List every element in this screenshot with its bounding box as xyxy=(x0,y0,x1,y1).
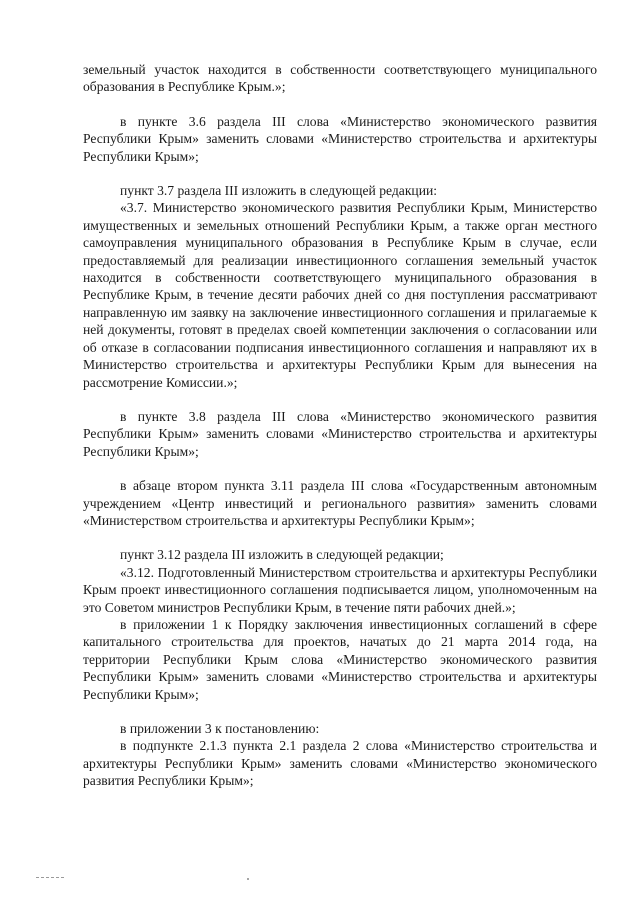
paragraph-continuation: земельный участок находится в собственности соответствующего муниципального образования в Республике Крым.»; xyxy=(83,62,597,95)
paragraph-item-3-11: в абзаце втором пункта 3.11 раздела III слова «Государственным автономным учреждением «Центр инвестиций и регионального развития» заменить словами «Министерством строительства и архитектуры Республики Крым»; xyxy=(83,478,597,528)
paragraph-item-3-7-text: «3.7. Министерство экономического развития Республики Крым, Министерство имущественных и земельных отношений Республики Крым, а также орган местного самоуправления муниципального образования в Республике Крым в случае, если предоставляемый для реализации инвестиционного соглашения земельный участок находится в собственности соответствующего муниципального образования в Республике Крым, в течение десяти рабочих дней со дня поступления рассматривают направленную им заявку на заключение инвестиционного соглашения и прилагаемые к ней документы, готовят в пределах своей компетенции заключения о согласовании или об отказе в согласовании подписания инвестиционного соглашения и направляют их в Министерство строительства и архитектуры Республики Крым для вынесения на рассмотрение Комиссии.»; xyxy=(83,200,597,390)
paragraph-item-3-7-intro: пункт 3.7 раздела III изложить в следующей редакции: xyxy=(120,183,438,199)
paragraph-item-3-6: в пункте 3.6 раздела III слова «Министерство экономического развития Республики Крым» заменить словами «Министерство строительства и архитектуры Республики Крым»; xyxy=(83,113,597,164)
paragraph-item-3-12-intro: пункт 3.12 раздела III изложить в следующей редакции; xyxy=(120,547,444,563)
scan-dot xyxy=(247,878,249,880)
paragraph-item-3-8: в пункте 3.8 раздела III слова «Министерство экономического развития Республики Крым» заменить словами «Министерство строительства и архитектуры Республики Крым»; xyxy=(83,408,597,459)
document-body xyxy=(83,61,597,790)
paragraph-appendix-3-item: в подпункте 2.1.3 пункта 2.1 раздела 2 слова «Министерство строительства и архитектуры Республики Крым» заменить словами «Министерство экономического развития Республики Крым»; xyxy=(83,738,597,789)
paragraph-item-3-12-text: «3.12. Подготовленный Министерством строительства и архитектуры Республики Крым проект инвестиционного соглашения подписывается лицом, уполномоченным на это Советом министров Республики Крым, в течение пяти рабочих дней.»; xyxy=(83,564,597,615)
footer-mark xyxy=(36,877,64,878)
paragraph-appendix-1: в приложении 1 к Порядку заключения инвестиционных соглашений в сфере капитального строительства для проектов, начатых до 21 марта 2014 года, на территории Республики Крым слова «Министерство экономического развития Республики Крым» заменить словами «Министерство строительства и архитектуры Республики Крым»; xyxy=(83,616,597,702)
paragraph-appendix-3-intro: в приложении 3 к постановлению: xyxy=(120,721,320,736)
